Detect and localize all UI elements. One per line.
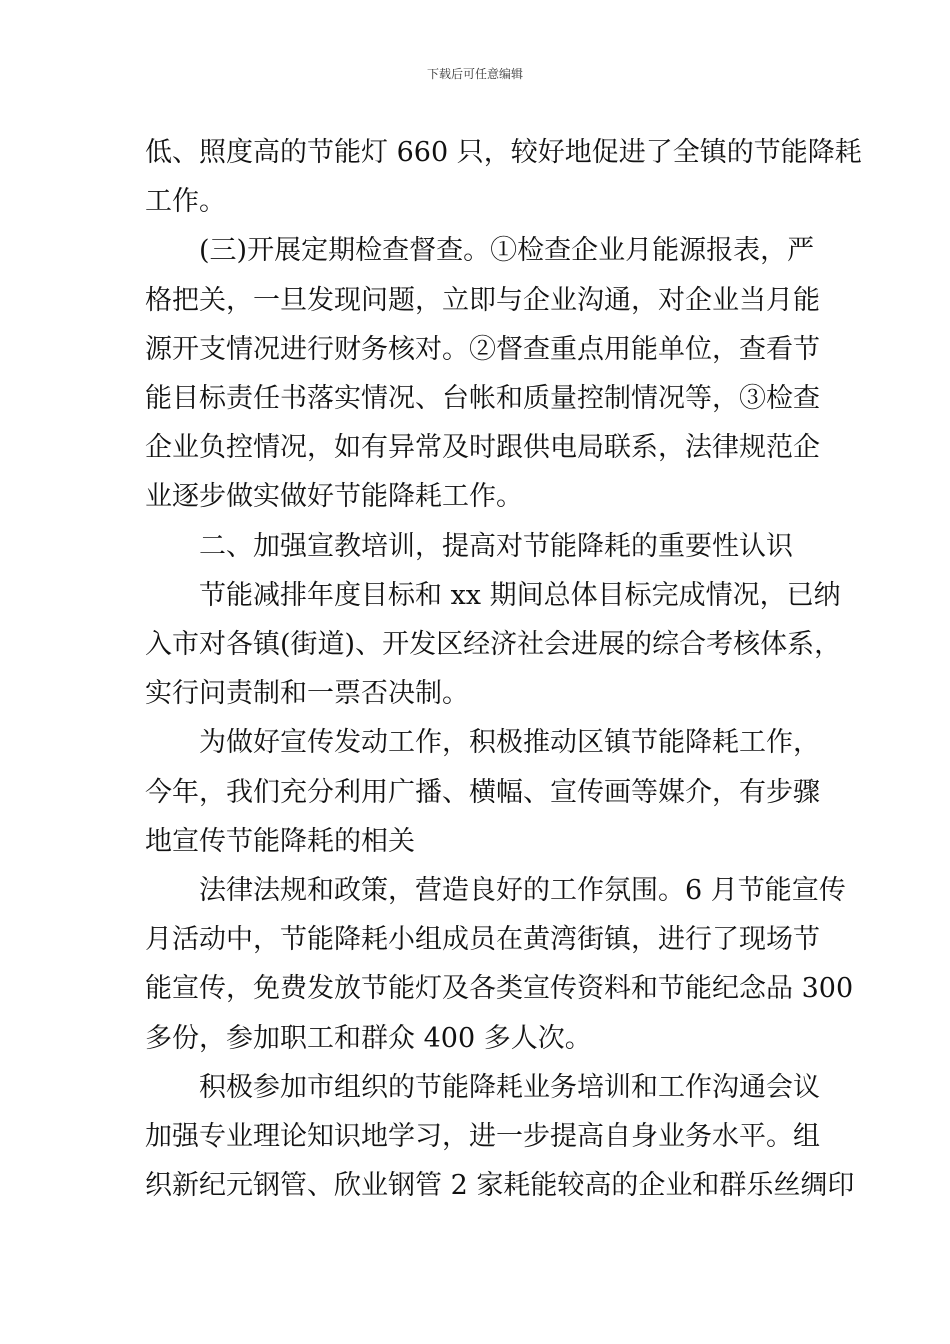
text-line: 能目标责任书落实情况、台帐和质量控制情况等，③检查 [145,383,820,415]
section-heading [145,522,817,571]
text-line: 节能减排年度目标和 xx 期间总体目标完成情况，已纳 [199,579,841,611]
text-line: 格把关，一旦发现问题，立即与企业沟通，对企业当月能 [145,284,820,316]
page-header: 下载后可任意编辑 [426,67,523,81]
text-line: 二、加强宣教培训，提高对节能降耗的重要性认识 [199,530,793,562]
paragraph-5 [145,718,820,866]
document-body [145,128,862,1210]
text-line: 源开支情况进行财务核对。②督查重点用能单位，查看节 [145,333,820,365]
text-line: 多份，参加职工和群众 400 多人次。 [145,1022,592,1054]
paragraph-4 [145,571,842,719]
paragraph-6 [145,866,854,1063]
text-line: 工作。 [145,186,226,218]
paragraph-1 [145,128,862,226]
text-line: 织新纪元钢管、欣业钢管 2 家耗能较高的企业和群乐丝绸印 [145,1170,855,1202]
text-line: 加强专业理论知识地学习，进一步提高自身业务水平。组 [145,1121,820,1153]
text-line: (三)开展定期检查督查。①检查企业月能源报表，严 [199,235,815,267]
text-line: 实行问责制和一票否决制。 [145,678,469,710]
text-line: 月活动中，节能降耗小组成员在黄湾街镇，进行了现场节 [145,924,820,956]
text-line: 低、照度高的节能灯 660 只，较好地促进了全镇的节能降耗 [145,137,862,168]
text-line: 为做好宣传发动工作，积极推动区镇节能降耗工作， [199,727,820,759]
text-line: 地宣传节能降耗的相关 [145,825,415,857]
text-line: 企业负控情况，如有异常及时跟供电局联系，法律规范企 [145,432,820,464]
text-line: 能宣传，免费发放节能灯及各类宣传资料和节能纪念品 300 [145,973,854,1005]
paragraph-7 [145,1063,855,1211]
text-line: 业逐步做实做好节能降耗工作。 [145,481,523,513]
text-line: 入市对各镇(街道)、开发区经济社会进展的综合考核体系， [145,629,842,661]
text-line: 今年，我们充分利用广播、横幅、宣传画等媒介，有步骤 [145,776,820,808]
text-line: 积极参加市组织的节能降耗业务培训和工作沟通会议 [199,1071,820,1103]
paragraph-2 [145,226,820,521]
text-line: 法律法规和政策，营造良好的工作氛围。6 月节能宣传 [199,875,846,907]
